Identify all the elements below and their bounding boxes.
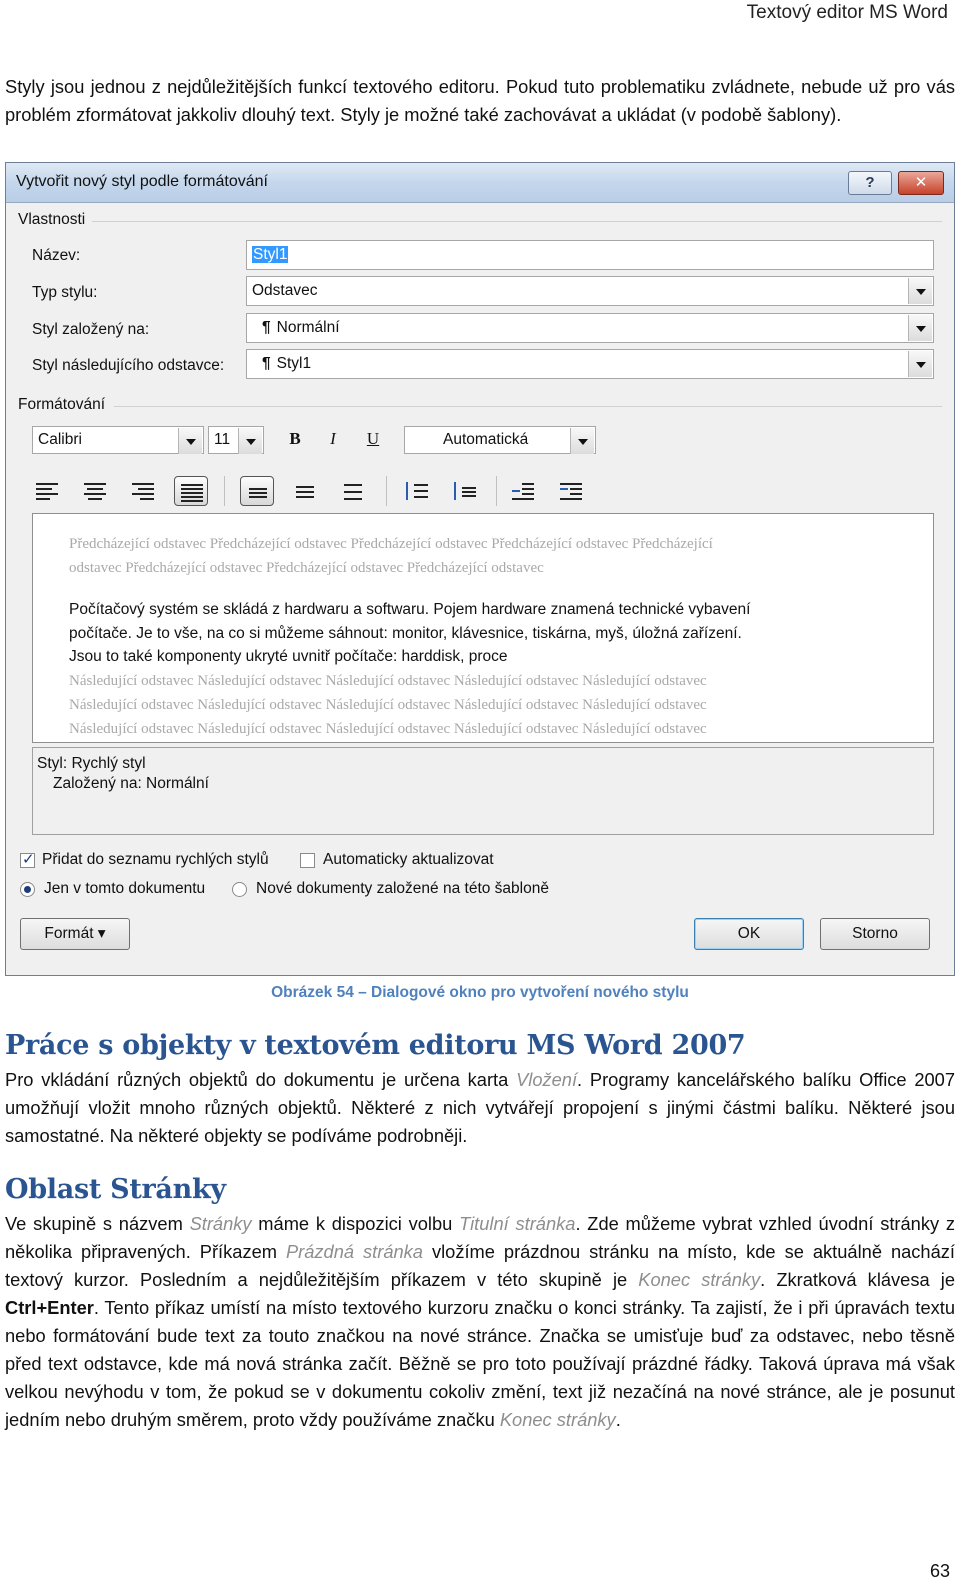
double-spacing-icon [342, 482, 364, 500]
preview-previous-paragraph [69, 532, 889, 580]
section-heading-pages: Oblast Stránky [5, 1174, 226, 1205]
next-style-select[interactable] [246, 349, 934, 379]
justify-button[interactable] [174, 476, 208, 506]
text-run: . [615, 1409, 621, 1430]
font-value: Calibri [38, 431, 82, 448]
text-run: vložíme prázdnou stránku na místo, kde se aktuálně nachází textový kurzor. Posledním a nejdůležitějším příkazem v této skupině je [5, 1241, 955, 1290]
space-after-icon [454, 482, 476, 500]
paragraph-icon: ¶ [262, 319, 271, 336]
increase-indent-button[interactable] [554, 476, 588, 506]
bold-button[interactable]: B [289, 429, 301, 448]
text-run: . Zde můžeme vybrat vzhled úvodní stránky z několika připravených. Příkazem [5, 1213, 956, 1262]
chevron-down-icon[interactable] [908, 315, 932, 341]
running-header: Textový editor MS Word [746, 2, 948, 23]
name-input-value: Styl1 [253, 246, 288, 263]
text-run: . Programy kancelářského balíku Office 2007 umožňují vložit mnoho různých objektů. Některé z nich vytvářejí propojení s jinými částmi balíku. Některé jsou samostatné. Na některé objekty se podíváme podrobněji. [5, 1069, 956, 1146]
text-run: . Zkratková klávesa je [760, 1269, 955, 1290]
formatting-group-label: Formátování [18, 396, 106, 413]
single-spacing-button[interactable] [240, 476, 274, 506]
next-style-label: Styl následujícího odstavce: [32, 357, 225, 374]
term-prazdna: Prázdná stránka [285, 1241, 423, 1262]
description-based-on: Založený na: Normální [53, 775, 209, 792]
term-stranky: Stránky [189, 1213, 252, 1234]
single-spacing-icon [247, 483, 269, 501]
decrease-indent-icon [512, 482, 534, 500]
align-left-icon [36, 482, 58, 500]
template-radio[interactable] [232, 882, 247, 897]
name-input[interactable] [246, 240, 934, 270]
term-konec: Konec stránky [499, 1409, 616, 1430]
space-after-button[interactable] [448, 476, 482, 506]
next-style-value: Styl1 [276, 355, 312, 372]
dialog-title: Vytvořit nový styl podle formátování [16, 173, 268, 190]
template-label: Nové dokumenty založené na této šabloně [256, 880, 549, 897]
chevron-down-icon[interactable] [238, 428, 262, 454]
text-run: Pro vkládání různých objektů do dokumentu je určena karta [5, 1069, 517, 1090]
toolbar-separator [386, 476, 387, 506]
justify-icon [181, 483, 203, 501]
based-on-select[interactable] [246, 313, 934, 343]
this-document-radio[interactable] [20, 882, 35, 897]
paragraph-icon: ¶ [262, 355, 271, 372]
preview-line: Jsou to také komponenty ukryté uvnitř počítače: harddisk, proce [69, 648, 508, 665]
italic-button[interactable]: I [330, 429, 336, 448]
align-right-icon [132, 482, 154, 500]
font-select[interactable] [32, 426, 204, 454]
close-button[interactable]: ✕ [898, 171, 944, 195]
figure-caption: Obrázek 54 – Dialogové okno pro vytvoření nového stylu [271, 984, 689, 1001]
font-color-value: Automatická [443, 431, 529, 448]
decrease-indent-button[interactable] [506, 476, 540, 506]
preview-line: Počítačový systém se skládá z hardwaru a softwaru. Pojem hardware znamená technické vybavení [69, 601, 751, 618]
chevron-down-icon[interactable] [570, 428, 594, 454]
quick-styles-checkbox[interactable] [20, 853, 35, 868]
font-color-select[interactable] [404, 426, 596, 454]
chevron-down-icon[interactable] [178, 428, 202, 454]
text-run: Ve skupině s názvem [5, 1213, 190, 1234]
toolbar-separator [224, 476, 225, 506]
style-preview [32, 513, 934, 743]
text-run: máme k dispozici volbu [251, 1213, 460, 1234]
underline-button[interactable]: U [366, 429, 380, 448]
preview-line: Následující odstavec Následující odstavec Následující odstavec Následující odstavec Následující odstavec [69, 697, 707, 713]
align-center-icon [84, 482, 106, 500]
preview-line: Následující odstavec Následující odstavec Následující odstavec Následující odstavec Následující odstavec [69, 721, 707, 737]
style-type-select[interactable] [246, 276, 934, 306]
increase-indent-icon [560, 482, 582, 500]
align-left-button[interactable] [30, 476, 64, 506]
name-label: Název: [32, 247, 81, 264]
font-size-select[interactable] [208, 426, 264, 454]
chevron-down-icon[interactable] [908, 278, 932, 304]
space-before-icon [406, 482, 428, 500]
preview-current-paragraph [69, 598, 899, 669]
align-center-button[interactable] [78, 476, 112, 506]
auto-update-label: Automaticky aktualizovat [323, 851, 494, 868]
style-type-label: Typ stylu: [32, 284, 98, 301]
toolbar-separator [496, 476, 497, 506]
text-run: . Tento příkaz umístí na místo textového kurzoru značku o konci stránky. Ta zajistí, že i při úpravách textu nebo formátování bude text za touto značkou na nové stránce. Značka se umisťuje buď za odstavec, nebo těsně před text odstavce, kde má nová stránka začít. Běžně se pro toto používají prázdné řádky. Taková úprava má však velkou nevýhodu v tom, že pokud se v dokumentu cokoliv změní, text již nezačíná na nové stránce, ale je posunut jedním nebo druhým směrem, proto vždy používáme značku [5, 1297, 955, 1430]
space-before-button[interactable] [400, 476, 434, 506]
formatting-divider [114, 406, 942, 407]
ok-button[interactable]: OK [694, 918, 804, 950]
double-spacing-button[interactable] [336, 476, 370, 506]
description-style: Styl: Rychlý styl [37, 755, 146, 772]
cancel-button[interactable]: Storno [820, 918, 930, 950]
auto-update-checkbox[interactable] [300, 853, 315, 868]
intro-paragraph: Styly jsou jednou z nejdůležitějších funkcí textového editoru. Pokud tuto problematiku zvládnete, nebude už pro vás problém zformátovat jakkoliv dlouhý text. Styly je možné také zachovávat a ukládat (v podobě šablony). [5, 76, 955, 125]
based-on-value: Normální [276, 319, 340, 336]
preview-line: odstavec Předcházející odstavec Předcházející odstavec Předcházející odstavec [69, 560, 544, 576]
new-style-dialog [5, 162, 955, 976]
this-document-label: Jen v tomto dokumentu [44, 880, 206, 897]
section-heading-objects: Práce s objekty v textovém editoru MS Word 2007 [5, 1030, 746, 1061]
page-number: 63 [929, 1561, 950, 1581]
font-size-value: 11 [214, 431, 231, 448]
preview-following-paragraph [69, 669, 889, 741]
style-type-value: Odstavec [252, 282, 318, 299]
quick-styles-label: Přidat do seznamu rychlých stylů [42, 851, 269, 868]
one-half-spacing-button[interactable] [288, 476, 322, 506]
preview-line: Následující odstavec Následující odstavec Následující odstavec Následující odstavec Následující odstavec [69, 673, 707, 689]
align-right-button[interactable] [126, 476, 160, 506]
style-description [32, 747, 934, 835]
chevron-down-icon[interactable] [908, 351, 932, 377]
one-half-spacing-icon [294, 482, 316, 500]
preview-line: Předcházející odstavec Předcházející odstavec Předcházející odstavec Předcházející odstavec Předcházející [69, 536, 713, 552]
term-konec: Konec stránky [638, 1269, 761, 1290]
pages-paragraph [5, 1210, 955, 1434]
properties-divider [92, 221, 942, 222]
based-on-label: Styl založený na: [32, 321, 150, 338]
objects-paragraph [5, 1066, 955, 1150]
term-titulni: Titulní stránka [459, 1213, 576, 1234]
help-button[interactable]: ? [848, 171, 892, 195]
properties-group-label: Vlastnosti [18, 211, 86, 228]
shortcut-key: Ctrl+Enter [5, 1297, 94, 1318]
term-vlozeni: Vložení [516, 1069, 578, 1090]
format-button[interactable]: Formát ▾ [20, 918, 130, 950]
preview-line: počítače. Je to vše, na co si můžeme sáhnout: monitor, klávesnice, tiskárna, myš, úložná zařízení. [69, 624, 742, 642]
dialog-titlebar[interactable] [6, 163, 954, 203]
